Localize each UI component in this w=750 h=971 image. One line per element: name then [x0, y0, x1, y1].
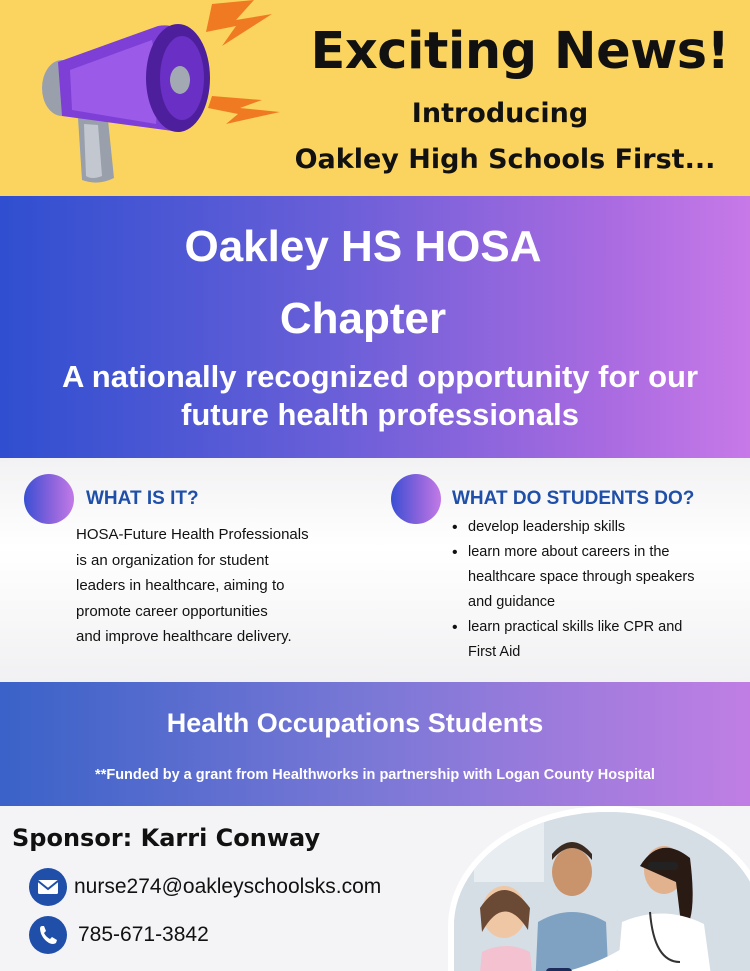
- occupations-band: [0, 682, 750, 806]
- list-item: • learn more about careers in the healthcare space through speakers and guidance: [450, 540, 710, 615]
- sponsor-name: Sponsor: Karri Conway: [12, 824, 321, 852]
- subtitle-introducing: Introducing: [411, 98, 589, 129]
- gradient-dot-icon: [391, 474, 441, 524]
- chapter-banner: [0, 196, 750, 458]
- doctor-patient-photo: [448, 806, 750, 971]
- contact-footer: [0, 806, 750, 971]
- subtitle-school: Oakley High Schools First...: [294, 144, 716, 175]
- list-item: • develop leadership skills: [450, 515, 710, 540]
- what-is-it-line: leaders in healthcare, aiming to: [76, 577, 285, 594]
- what-is-it-line: is an organization for student: [76, 551, 269, 569]
- what-is-it-text: [76, 522, 376, 650]
- chapter-tagline: A nationally recognized opportunity for our future health professionals: [61, 359, 699, 432]
- doctor-patient-illustration: [454, 812, 750, 971]
- what-students-do-heading: WHAT DO STUDENTS DO?: [452, 488, 695, 509]
- phone-icon: [29, 916, 67, 954]
- page-title: Exciting News!: [310, 22, 730, 81]
- header-section: [0, 0, 750, 196]
- band-title: Health Occupations Students: [166, 708, 544, 738]
- funding-note: **Funded by a grant from Healthworks in partnership with Logan County Hospital: [95, 767, 655, 783]
- student-activities-list: [450, 515, 710, 665]
- what-is-it-line: promote career opportunities: [76, 602, 268, 620]
- info-section: [0, 458, 750, 682]
- what-is-it-line: HOSA-Future Health Professionals: [76, 526, 309, 543]
- what-is-it-line: and improve healthcare delivery.: [76, 628, 292, 645]
- gradient-dot-icon: [24, 474, 74, 524]
- what-is-it-heading: WHAT IS IT?: [86, 488, 199, 509]
- megaphone-icon: [40, 0, 300, 196]
- phone-number[interactable]: 785-671-3842: [78, 923, 209, 946]
- chapter-name-line1: Oakley HS HOSA: [184, 222, 542, 271]
- email-icon: [29, 868, 67, 906]
- email-link[interactable]: nurse274@oakleyschoolsks.com: [74, 875, 382, 898]
- list-item: • learn practical skills like CPR and First Aid: [450, 615, 710, 665]
- chapter-name-line2: Chapter: [279, 294, 447, 343]
